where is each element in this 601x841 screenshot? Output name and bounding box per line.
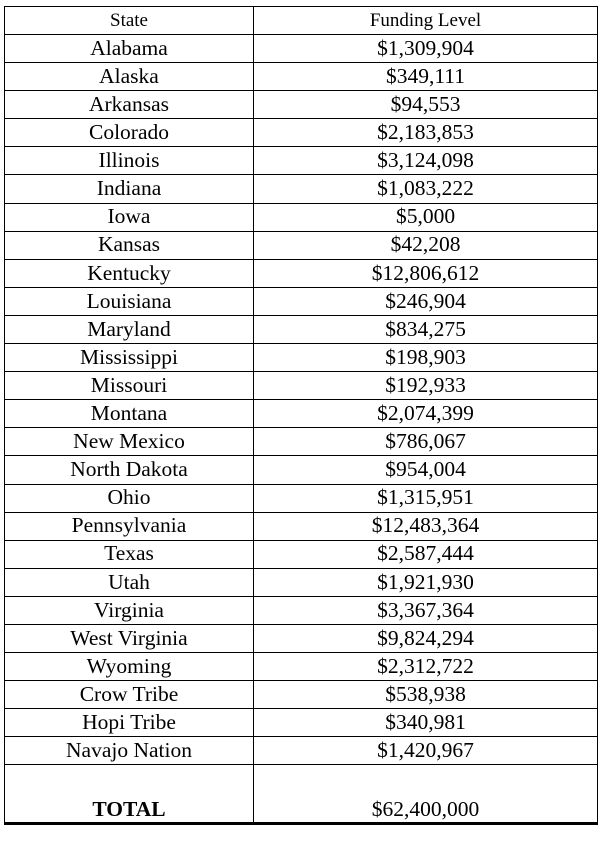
funding-cell: $3,124,098 <box>254 147 598 175</box>
total-funding: $62,400,000 <box>254 765 598 824</box>
state-cell: Colorado <box>5 119 254 147</box>
table-row <box>5 287 598 315</box>
funding-cell: $1,921,930 <box>254 568 598 596</box>
funding-cell: $246,904 <box>254 287 598 315</box>
table-row <box>5 568 598 596</box>
table-row <box>5 596 598 624</box>
table-row <box>5 203 598 231</box>
funding-cell: $834,275 <box>254 315 598 343</box>
total-label: TOTAL <box>5 765 254 824</box>
table-row <box>5 737 598 765</box>
funding-cell: $2,587,444 <box>254 540 598 568</box>
table-row <box>5 315 598 343</box>
table-row <box>5 456 598 484</box>
table-row <box>5 344 598 372</box>
funding-cell: $198,903 <box>254 344 598 372</box>
state-cell: Indiana <box>5 175 254 203</box>
state-cell: Mississippi <box>5 344 254 372</box>
funding-cell: $954,004 <box>254 456 598 484</box>
funding-cell: $5,000 <box>254 203 598 231</box>
total-row <box>5 765 598 824</box>
table-row <box>5 35 598 63</box>
state-cell: New Mexico <box>5 428 254 456</box>
funding-cell: $349,111 <box>254 63 598 91</box>
state-cell: Texas <box>5 540 254 568</box>
state-cell: Kentucky <box>5 259 254 287</box>
table-row <box>5 484 598 512</box>
state-cell: Utah <box>5 568 254 596</box>
state-cell: Iowa <box>5 203 254 231</box>
state-column-header: State <box>5 7 254 35</box>
funding-cell: $12,806,612 <box>254 259 598 287</box>
funding-cell: $9,824,294 <box>254 624 598 652</box>
funding-cell: $538,938 <box>254 681 598 709</box>
state-cell: Kansas <box>5 231 254 259</box>
state-cell: Louisiana <box>5 287 254 315</box>
state-cell: North Dakota <box>5 456 254 484</box>
funding-cell: $42,208 <box>254 231 598 259</box>
table-row <box>5 259 598 287</box>
funding-cell: $340,981 <box>254 709 598 737</box>
table-row <box>5 119 598 147</box>
table-row <box>5 400 598 428</box>
funding-level-column-header: Funding Level <box>254 7 598 35</box>
state-cell: Arkansas <box>5 91 254 119</box>
state-cell: Ohio <box>5 484 254 512</box>
funding-cell: $3,367,364 <box>254 596 598 624</box>
funding-cell: $1,420,967 <box>254 737 598 765</box>
state-cell: Alaska <box>5 63 254 91</box>
funding-cell: $1,309,904 <box>254 35 598 63</box>
funding-table <box>4 6 598 825</box>
table-row <box>5 91 598 119</box>
state-cell: Pennsylvania <box>5 512 254 540</box>
table-body <box>5 35 598 824</box>
table-row <box>5 709 598 737</box>
state-cell: Navajo Nation <box>5 737 254 765</box>
table-row <box>5 63 598 91</box>
table-row <box>5 428 598 456</box>
state-cell: Alabama <box>5 35 254 63</box>
table-row <box>5 540 598 568</box>
table-row <box>5 512 598 540</box>
table-row <box>5 624 598 652</box>
state-cell: West Virginia <box>5 624 254 652</box>
table-row <box>5 175 598 203</box>
funding-cell: $1,315,951 <box>254 484 598 512</box>
state-cell: Wyoming <box>5 653 254 681</box>
table-row <box>5 681 598 709</box>
state-cell: Montana <box>5 400 254 428</box>
state-cell: Maryland <box>5 315 254 343</box>
table-row <box>5 372 598 400</box>
state-cell: Missouri <box>5 372 254 400</box>
funding-cell: $2,074,399 <box>254 400 598 428</box>
funding-cell: $2,312,722 <box>254 653 598 681</box>
state-cell: Virginia <box>5 596 254 624</box>
funding-cell: $1,083,222 <box>254 175 598 203</box>
state-cell: Illinois <box>5 147 254 175</box>
funding-cell: $12,483,364 <box>254 512 598 540</box>
funding-cell: $94,553 <box>254 91 598 119</box>
table-row <box>5 231 598 259</box>
table-row <box>5 653 598 681</box>
funding-cell: $786,067 <box>254 428 598 456</box>
table-header-row <box>5 7 598 35</box>
state-cell: Crow Tribe <box>5 681 254 709</box>
state-cell: Hopi Tribe <box>5 709 254 737</box>
funding-cell: $2,183,853 <box>254 119 598 147</box>
table-row <box>5 147 598 175</box>
funding-cell: $192,933 <box>254 372 598 400</box>
